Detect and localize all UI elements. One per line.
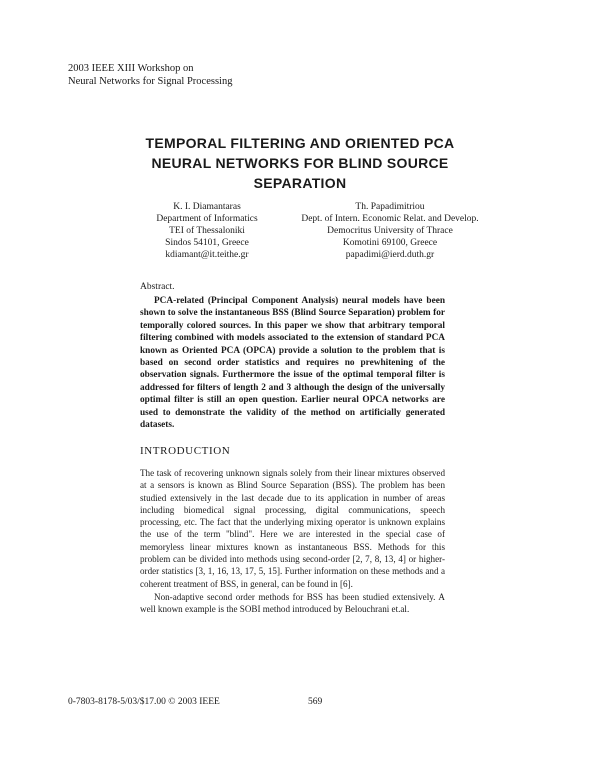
author-block-1 bbox=[112, 201, 302, 261]
author-email: kdiamant@it.teithe.gr bbox=[165, 250, 249, 260]
abstract-label: Abstract. bbox=[140, 282, 175, 292]
workshop-line-2: Neural Networks for Signal Processing bbox=[68, 75, 233, 87]
paragraph: Non-adaptive second order methods for BSS has been studied extensively. A well known example is the SOBI method introduced by Belouchrani et.al. bbox=[140, 591, 445, 615]
author-email: papadimi@ierd.duth.gr bbox=[345, 250, 435, 260]
workshop-header bbox=[68, 63, 232, 88]
author-affiliation: Dept. of Intern. Economic Relat. and Develop. bbox=[301, 214, 479, 224]
author-affiliation: Sindos 54101, Greece bbox=[165, 238, 249, 248]
paragraph: The task of recovering unknown signals solely from their linear mixtures observed at a sensors is known as Blind Source Separation (BSS). The problem has been studied extensively in the last decade due to its application in number of areas including biomedical signal processing, digital communications, speech processing, etc. The fact that the underlying mixing operator is unknown explains the use of the term "blind". Here we are interested in the special case of memoryless linear mixtures known as instantaneous BSS. Methods for this problem can be divided into methods using second-order [2, 7, 8, 13, 4] or higher-order statistics [3, 1, 16, 13, 17, 5, 15]. Further information on these methods and a coherent treatment of BSS, in general, can be found in [6]. bbox=[140, 468, 445, 589]
section-heading-introduction: INTRODUCTION bbox=[140, 445, 231, 457]
abstract-text: PCA-related (Principal Component Analysis) neural models have been shown to solve the instantaneous BSS (Blind Source Separation) problem for temporally colored sources. In this paper we show that arbitrary temporal filtering combined with models associated to the extension of standard PCA known as Oriented PCA (OPCA) provide a solution to the problem that is based on second order statistics and requires no prewhitening of the observation signals. Furthermore the issue of the optimal temporal filter is addressed for filters of length 2 and 3 although the design of the universally optimal filter is still an open question. Earlier neural OPCA networks are used to demonstrate the validity of the method on artificially generated datasets. bbox=[140, 296, 445, 431]
title-line-3: SEPARATION bbox=[253, 175, 347, 191]
author-name: Th. Papadimitriou bbox=[355, 202, 425, 212]
author-affiliation: Komotini 69100, Greece bbox=[342, 238, 438, 248]
title-line-1: TEMPORAL FILTERING AND ORIENTED PCA bbox=[145, 135, 455, 151]
copyright-notice: 0-7803-8178-5/03/$17.00 © 2003 IEEE bbox=[68, 697, 220, 707]
author-block-2 bbox=[280, 201, 500, 261]
author-affiliation: Democritus University of Thrace bbox=[327, 226, 453, 236]
workshop-line-1: 2003 IEEE XIII Workshop on bbox=[68, 63, 194, 74]
author-affiliation: Department of Informatics bbox=[156, 214, 258, 224]
page-number: 569 bbox=[308, 697, 323, 707]
introduction-body bbox=[140, 467, 445, 616]
paper-title bbox=[100, 133, 500, 193]
author-name: K. I. Diamantaras bbox=[173, 202, 241, 212]
title-line-2: NEURAL NETWORKS FOR BLIND SOURCE bbox=[151, 155, 449, 171]
author-affiliation: TEI of Thessaloniki bbox=[169, 226, 245, 236]
